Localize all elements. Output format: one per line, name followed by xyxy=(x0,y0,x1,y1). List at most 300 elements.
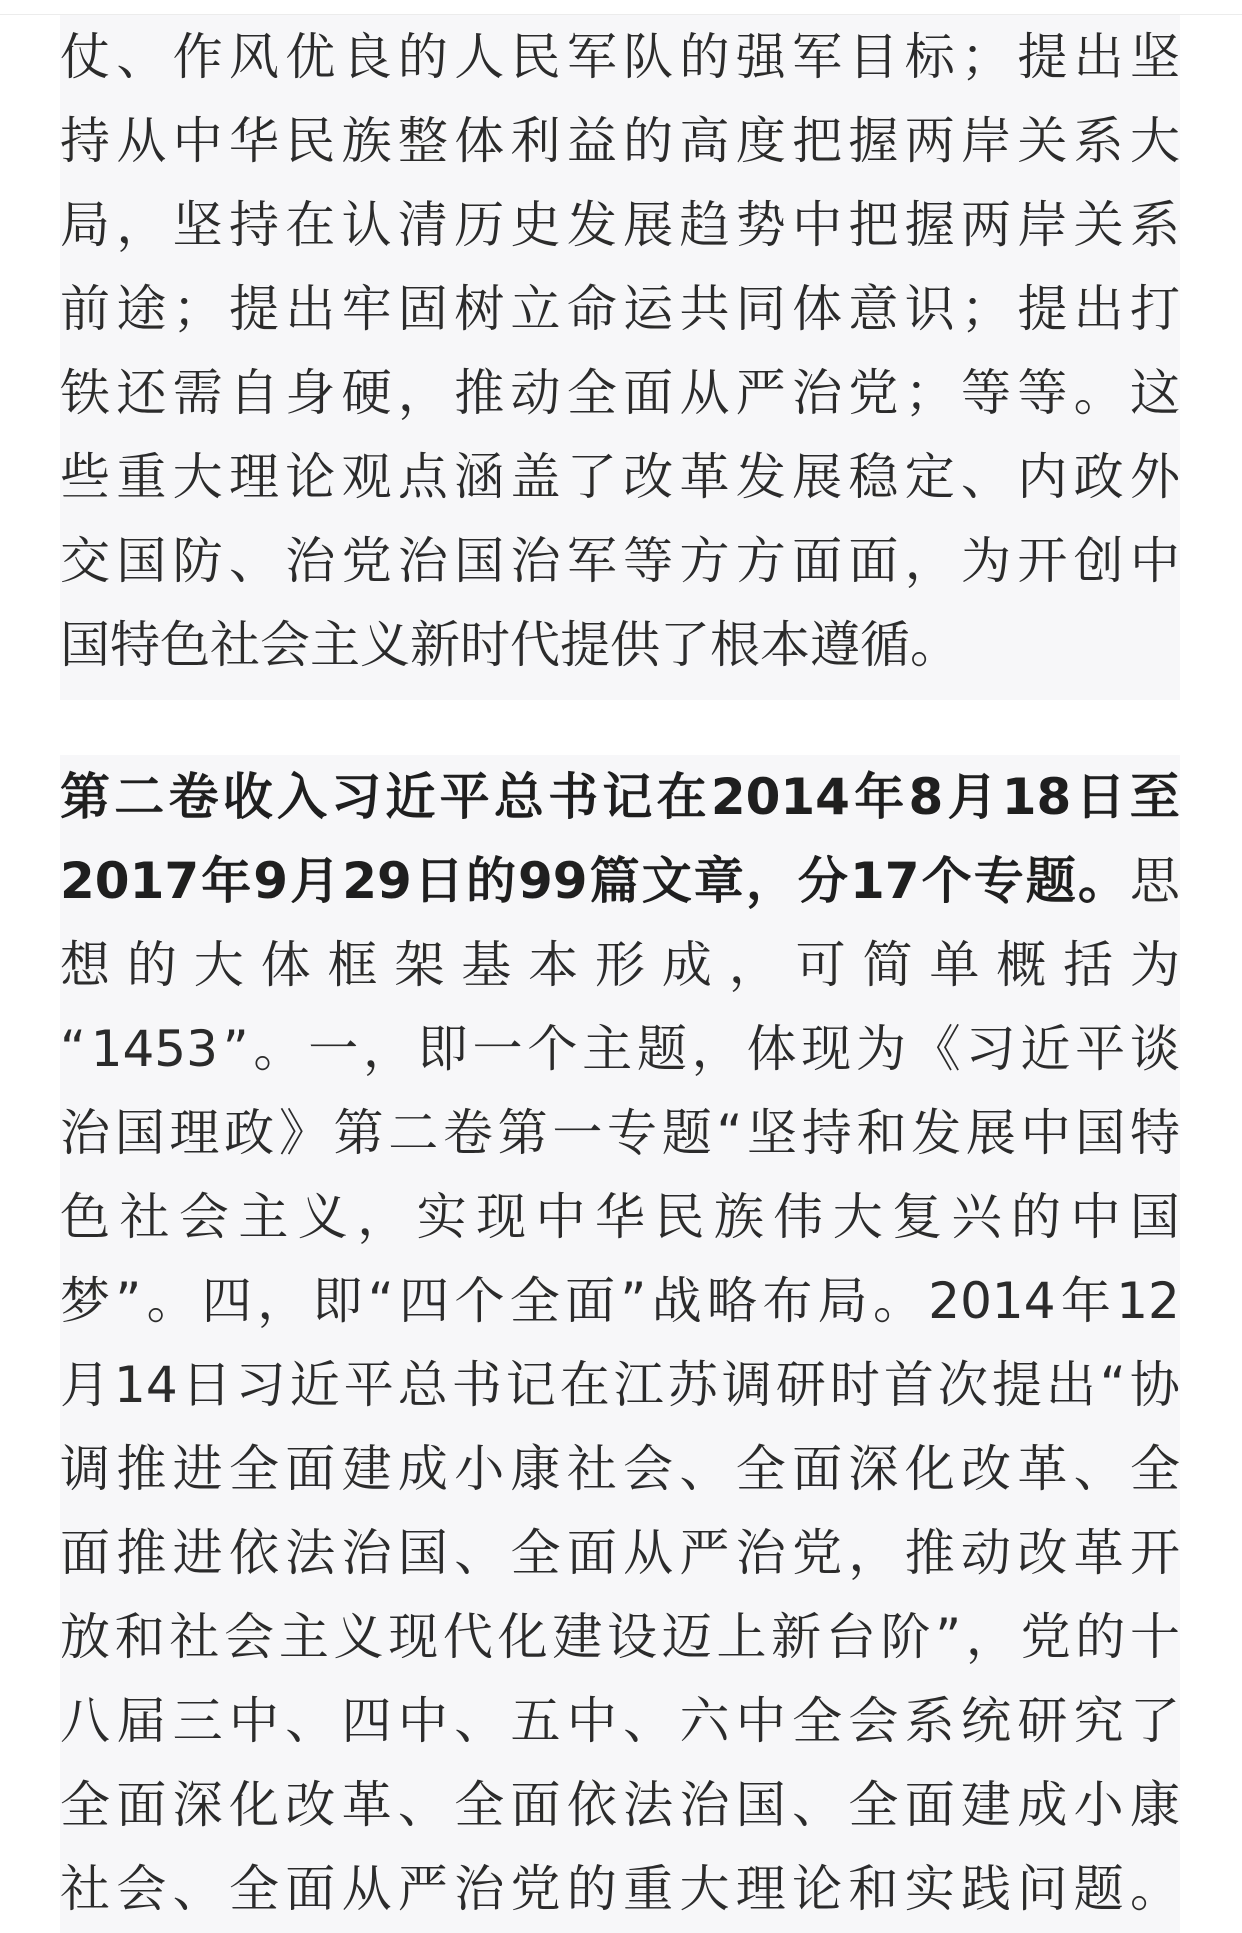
glyph: 改 xyxy=(1017,1524,1068,1582)
glyph: ， xyxy=(745,852,796,910)
glyph: 、 xyxy=(228,532,279,590)
glyph: 严 xyxy=(397,1860,448,1918)
text-line xyxy=(60,1427,1180,1511)
glyph: 面 xyxy=(848,532,899,590)
glyph: 统 xyxy=(961,1692,1011,1750)
glyph: 。 xyxy=(1129,1860,1180,1918)
glyph: 展 xyxy=(965,1104,1016,1162)
glyph: 康 xyxy=(1129,1776,1180,1834)
glyph: 、 xyxy=(1073,1440,1124,1498)
glyph: 收 xyxy=(222,768,273,826)
mixed-text-line xyxy=(60,839,1180,923)
glyph: 些 xyxy=(60,448,110,506)
glyph: 在 xyxy=(656,768,707,826)
glyph: 握 xyxy=(848,112,899,170)
glyph: 架 xyxy=(394,936,445,994)
glyph: 的 xyxy=(1075,1608,1126,1666)
glyph: 从 xyxy=(116,112,167,170)
text-line xyxy=(60,351,1180,435)
glyph: 治 xyxy=(397,532,448,590)
glyph: 2014 xyxy=(710,768,850,826)
glyph: 年 xyxy=(201,852,252,910)
glyph: ； xyxy=(172,280,223,338)
glyph: 命 xyxy=(566,280,617,338)
text-line xyxy=(60,267,1180,351)
glyph: 面 xyxy=(623,364,674,422)
glyph: 习 xyxy=(331,768,382,826)
glyph: 研 xyxy=(1017,1692,1068,1750)
glyph: 创 xyxy=(1073,532,1124,590)
glyph: 中 xyxy=(228,1692,279,1750)
glyph: 华 xyxy=(594,1188,645,1246)
text-line xyxy=(60,1595,1180,1679)
glyph: 社 xyxy=(169,1608,220,1666)
glyph: 个 xyxy=(527,1020,578,1078)
glyph: 记 xyxy=(602,768,653,826)
glyph: 关 xyxy=(1017,112,1068,170)
glyph: 队 xyxy=(623,28,674,86)
glyph: 文 xyxy=(641,852,692,910)
glyph: “ xyxy=(367,1272,394,1330)
glyph: 固 xyxy=(397,280,448,338)
text-line: 国特色社会主义新时代提供了根本遵循。 xyxy=(60,616,960,674)
glyph: 第 xyxy=(60,768,110,826)
glyph: 中 xyxy=(566,1692,617,1750)
glyph: 中 xyxy=(397,1692,448,1750)
glyph: 目 xyxy=(848,28,899,86)
glyph: 次 xyxy=(937,1356,988,1414)
glyph: ， xyxy=(362,1020,413,1078)
glyph: 中 xyxy=(792,196,843,254)
glyph: 严 xyxy=(735,364,786,422)
glyph: 全 xyxy=(510,1524,561,1582)
glyph: 高 xyxy=(679,112,730,170)
glyph: 江 xyxy=(613,1356,664,1414)
glyph: 民 xyxy=(285,112,336,170)
glyph: 形 xyxy=(595,936,645,994)
glyph: 调 xyxy=(721,1356,772,1414)
paragraph-1 xyxy=(60,15,1180,700)
glyph: 等 xyxy=(623,532,674,590)
glyph: 握 xyxy=(904,196,955,254)
glyph: 从 xyxy=(341,1860,392,1918)
glyph: ， xyxy=(965,1608,1016,1666)
glyph: 岸 xyxy=(961,112,1011,170)
glyph: ， xyxy=(904,532,955,590)
glyph: 铁 xyxy=(60,364,110,422)
glyph: 台 xyxy=(825,1608,876,1666)
glyph: 月 xyxy=(947,768,998,826)
glyph: ” xyxy=(115,1272,142,1330)
glyph: 深 xyxy=(848,1440,899,1498)
glyph: 党 xyxy=(341,532,392,590)
glyph: 提 xyxy=(1017,28,1068,86)
glyph: 、 xyxy=(172,1860,223,1918)
glyph: 中 xyxy=(1070,1188,1121,1246)
glyph: 理 xyxy=(735,1860,786,1918)
glyph: 改 xyxy=(961,1440,1011,1498)
glyph: 大 xyxy=(679,1860,730,1918)
glyph: 提 xyxy=(991,1356,1042,1414)
glyph: 四 xyxy=(201,1272,252,1330)
glyph: 全 xyxy=(454,1776,505,1834)
glyph: 实 xyxy=(904,1860,955,1918)
glyph: 《 xyxy=(910,1020,961,1078)
glyph: 小 xyxy=(1073,1776,1124,1834)
glyph: 为 xyxy=(856,1020,906,1078)
glyph: 出 xyxy=(1073,28,1124,86)
glyph: 国 xyxy=(735,1776,786,1834)
glyph: 近 xyxy=(289,1356,340,1414)
glyph: 第 xyxy=(497,1104,548,1162)
glyph: 开 xyxy=(1017,532,1068,590)
glyph: 树 xyxy=(454,280,505,338)
glyph: 全 xyxy=(792,1692,843,1750)
glyph: 两 xyxy=(961,196,1011,254)
glyph: 布 xyxy=(762,1272,813,1330)
glyph: 动 xyxy=(510,364,561,422)
glyph: 清 xyxy=(397,196,448,254)
glyph: 法 xyxy=(623,1776,674,1834)
glyph: 史 xyxy=(510,196,561,254)
glyph: 展 xyxy=(623,196,674,254)
glyph: 整 xyxy=(397,112,448,170)
glyph: 习 xyxy=(965,1020,1016,1078)
glyph: 坚 xyxy=(1129,28,1180,86)
glyph: 中 xyxy=(1129,532,1180,590)
glyph: 、 xyxy=(454,1524,505,1582)
glyph: 五 xyxy=(510,1692,561,1750)
glyph: 化 xyxy=(904,1440,955,1498)
glyph: 认 xyxy=(341,196,392,254)
glyph: 大 xyxy=(1129,112,1180,170)
glyph: ； xyxy=(904,364,955,422)
glyph: 一 xyxy=(552,1104,603,1162)
glyph: 面 xyxy=(116,1776,167,1834)
glyph: 发 xyxy=(911,1104,962,1162)
glyph: 会 xyxy=(848,1692,899,1750)
glyph: 趋 xyxy=(679,196,730,254)
text-line xyxy=(60,99,1180,183)
glyph: 面 xyxy=(904,1776,955,1834)
glyph: 坚 xyxy=(747,1104,798,1162)
glyph: 至 xyxy=(1129,768,1180,826)
glyph: 99 xyxy=(518,852,588,910)
glyph: 本 xyxy=(528,936,579,994)
glyph: 中 xyxy=(1020,1104,1071,1162)
text-line xyxy=(60,15,1180,99)
glyph: 基 xyxy=(461,936,512,994)
glyph: 良 xyxy=(341,28,392,86)
glyph: 人 xyxy=(454,28,505,86)
glyph: 个 xyxy=(921,852,972,910)
glyph: 在 xyxy=(285,196,336,254)
glyph: 9 xyxy=(253,852,289,910)
glyph: 成 xyxy=(1017,1776,1068,1834)
glyph: 局 xyxy=(60,196,110,254)
glyph: 系 xyxy=(904,1692,955,1750)
glyph: 会 xyxy=(224,1608,275,1666)
glyph: 民 xyxy=(654,1188,705,1246)
glyph: 法 xyxy=(285,1524,336,1582)
glyph: 十 xyxy=(1129,1608,1180,1666)
glyph: ” xyxy=(222,1020,249,1078)
glyph: 稳 xyxy=(848,448,899,506)
glyph: 面 xyxy=(566,1524,617,1582)
glyph: 全 xyxy=(735,1440,786,1498)
glyph: 展 xyxy=(792,448,843,506)
glyph: 首 xyxy=(883,1356,934,1414)
text-line xyxy=(60,519,1180,603)
glyph: 理 xyxy=(228,448,279,506)
glyph: 国 xyxy=(1129,1188,1180,1246)
glyph: 论 xyxy=(285,448,336,506)
glyph: 总 xyxy=(493,768,544,826)
glyph: 严 xyxy=(679,1524,730,1582)
glyph: 改 xyxy=(623,448,674,506)
glyph: 立 xyxy=(510,280,561,338)
glyph: 、 xyxy=(961,448,1011,506)
glyph: 还 xyxy=(116,364,167,422)
glyph: 社 xyxy=(119,1188,170,1246)
glyph: 等 xyxy=(1017,364,1068,422)
glyph: 入 xyxy=(276,768,327,826)
glyph: 面 xyxy=(285,1860,336,1918)
glyph: 战 xyxy=(651,1272,702,1330)
glyph: 概 xyxy=(996,936,1047,994)
glyph: 梦 xyxy=(60,1272,110,1330)
glyph: 和 xyxy=(856,1104,907,1162)
glyph: “ xyxy=(1099,1356,1126,1414)
paragraph-2 xyxy=(60,755,1180,1933)
glyph: 方 xyxy=(735,532,786,590)
glyph: 为 xyxy=(961,532,1011,590)
glyph: 六 xyxy=(679,1692,730,1750)
glyph: 大 xyxy=(832,1188,883,1246)
glyph: 专 xyxy=(607,1104,658,1162)
glyph: 提 xyxy=(1017,280,1068,338)
text-line xyxy=(60,1763,1180,1847)
glyph: 。 xyxy=(1073,364,1124,422)
glyph: 推 xyxy=(904,1524,955,1582)
glyph: ， xyxy=(848,1524,899,1582)
glyph: 、 xyxy=(285,1692,336,1750)
glyph: 思 xyxy=(1129,852,1180,910)
glyph: 平 xyxy=(1075,1020,1126,1078)
glyph: 。 xyxy=(146,1272,197,1330)
glyph: 化 xyxy=(497,1608,548,1666)
glyph: 前 xyxy=(60,280,110,338)
glyph: 从 xyxy=(623,1524,674,1582)
glyph: 、 xyxy=(679,1440,730,1498)
glyph: 身 xyxy=(285,364,336,422)
glyph: 发 xyxy=(566,196,617,254)
glyph: 主 xyxy=(238,1188,289,1246)
glyph: 想 xyxy=(60,936,110,994)
glyph: 开 xyxy=(1129,1524,1180,1582)
glyph: 持 xyxy=(228,196,279,254)
glyph: 代 xyxy=(442,1608,493,1666)
glyph: 现 xyxy=(476,1188,527,1246)
glyph: 军 xyxy=(566,28,617,86)
glyph: 的 xyxy=(465,852,516,910)
glyph: 全 xyxy=(228,1860,279,1918)
glyph: 的 xyxy=(679,28,730,86)
glyph: 国 xyxy=(397,1524,448,1582)
glyph: 第 xyxy=(333,1104,384,1162)
glyph: 的 xyxy=(566,1860,617,1918)
glyph: 党 xyxy=(1020,1608,1071,1666)
glyph: 标 xyxy=(904,28,955,86)
glyph: ” xyxy=(620,1272,647,1330)
glyph: 国 xyxy=(1075,1104,1126,1162)
glyph: 共 xyxy=(679,280,730,338)
glyph: ， xyxy=(116,196,167,254)
glyph: 年 xyxy=(1060,1272,1111,1330)
glyph: 全 xyxy=(848,1776,899,1834)
glyph: 康 xyxy=(510,1440,561,1498)
glyph: ， xyxy=(691,1020,742,1078)
glyph: 建 xyxy=(341,1440,392,1498)
glyph: 为 xyxy=(1130,936,1180,994)
glyph: 把 xyxy=(792,112,843,170)
glyph: 出 xyxy=(285,280,336,338)
glyph: 势 xyxy=(735,196,786,254)
glyph: 意 xyxy=(848,280,899,338)
glyph: 途 xyxy=(116,280,167,338)
glyph: 提 xyxy=(228,280,279,338)
text-line xyxy=(60,1091,1180,1175)
glyph: 大 xyxy=(193,936,244,994)
glyph: 即 xyxy=(417,1020,468,1078)
glyph: 革 xyxy=(1073,1524,1124,1582)
glyph: 党 xyxy=(510,1860,561,1918)
glyph: 优 xyxy=(285,28,336,86)
glyph: 风 xyxy=(228,28,279,86)
glyph: 体 xyxy=(792,280,843,338)
glyph: 题 xyxy=(1073,1860,1124,1918)
glyph: 协 xyxy=(1129,1356,1180,1414)
glyph: 交 xyxy=(60,532,110,590)
glyph: 究 xyxy=(1073,1692,1124,1750)
top-divider xyxy=(0,0,1242,15)
glyph: 成 xyxy=(661,936,712,994)
glyph: 书 xyxy=(548,768,599,826)
glyph: 复 xyxy=(892,1188,943,1246)
glyph: 治 xyxy=(341,1524,392,1582)
glyph: 持 xyxy=(801,1104,852,1162)
glyph: ； xyxy=(961,280,1011,338)
glyph: 民 xyxy=(510,28,561,86)
glyph: 出 xyxy=(1073,280,1124,338)
text-line xyxy=(60,435,1180,519)
glyph: 、 xyxy=(397,1776,448,1834)
glyph: 简 xyxy=(862,936,913,994)
glyph: 践 xyxy=(961,1860,1011,1918)
glyph: 上 xyxy=(716,1608,767,1666)
glyph: 。 xyxy=(253,1020,304,1078)
text-line xyxy=(60,1679,1180,1763)
glyph: 全 xyxy=(228,1440,279,1498)
glyph: 社 xyxy=(60,1860,110,1918)
glyph: 日 xyxy=(181,1356,232,1414)
glyph: 》 xyxy=(278,1104,329,1162)
bold-text-line xyxy=(60,755,1180,839)
glyph: 治 xyxy=(60,1104,110,1162)
glyph: 面 xyxy=(792,532,843,590)
glyph: 题 xyxy=(661,1104,712,1162)
glyph: 两 xyxy=(904,112,955,170)
glyph: 29 xyxy=(342,852,412,910)
glyph: 中 xyxy=(735,1692,786,1750)
glyph: 三 xyxy=(172,1692,223,1750)
glyph: 需 xyxy=(172,364,223,422)
glyph: 单 xyxy=(929,936,980,994)
glyph: 定 xyxy=(904,448,955,506)
text-line xyxy=(60,1175,1180,1259)
glyph: 在 xyxy=(559,1356,610,1414)
glyph: 八 xyxy=(60,1692,110,1750)
glyph: 、 xyxy=(116,28,167,86)
glyph: 2014 xyxy=(928,1272,1056,1330)
glyph: 局 xyxy=(817,1272,868,1330)
glyph: 体 xyxy=(746,1020,797,1078)
glyph: 月 xyxy=(60,1356,110,1414)
glyph: ” xyxy=(935,1608,962,1666)
glyph: 14 xyxy=(114,1356,178,1414)
glyph: 硬 xyxy=(341,364,392,422)
glyph: 革 xyxy=(679,448,730,506)
glyph: ， xyxy=(257,1272,308,1330)
glyph: 调 xyxy=(60,1440,110,1498)
glyph: 盖 xyxy=(510,448,561,506)
glyph: 17 xyxy=(849,852,920,910)
glyph: 发 xyxy=(735,448,786,506)
glyph: 重 xyxy=(623,1860,674,1918)
glyph: 篇 xyxy=(589,852,640,910)
glyph: 12 xyxy=(1116,1272,1180,1330)
text-line xyxy=(60,1847,1180,1931)
glyph: 岸 xyxy=(1017,196,1068,254)
glyph: 点 xyxy=(397,448,448,506)
glyph: 近 xyxy=(1020,1020,1071,1078)
glyph: 观 xyxy=(341,448,392,506)
glyph: 义 xyxy=(333,1608,384,1666)
glyph: 治 xyxy=(454,1860,505,1918)
glyph: 放 xyxy=(60,1608,110,1666)
glyph: 重 xyxy=(116,448,167,506)
glyph: 现 xyxy=(388,1608,439,1666)
glyph: 专 xyxy=(973,852,1024,910)
glyph: 特 xyxy=(1129,1104,1180,1162)
glyph: 坚 xyxy=(172,196,223,254)
glyph: 利 xyxy=(510,112,561,170)
glyph: 运 xyxy=(623,280,674,338)
glyph: 全 xyxy=(60,1776,110,1834)
glyph: 谈 xyxy=(1129,1020,1180,1078)
glyph: 推 xyxy=(116,1524,167,1582)
glyph: 把 xyxy=(848,196,899,254)
glyph: 框 xyxy=(327,936,378,994)
glyph: 和 xyxy=(848,1860,899,1918)
glyph: 建 xyxy=(552,1608,603,1666)
glyph: 成 xyxy=(397,1440,448,1498)
glyph: 论 xyxy=(792,1860,843,1918)
glyph: ， xyxy=(357,1188,408,1246)
glyph: 治 xyxy=(679,1776,730,1834)
glyph: 理 xyxy=(169,1104,220,1162)
text-line xyxy=(60,1343,1180,1427)
